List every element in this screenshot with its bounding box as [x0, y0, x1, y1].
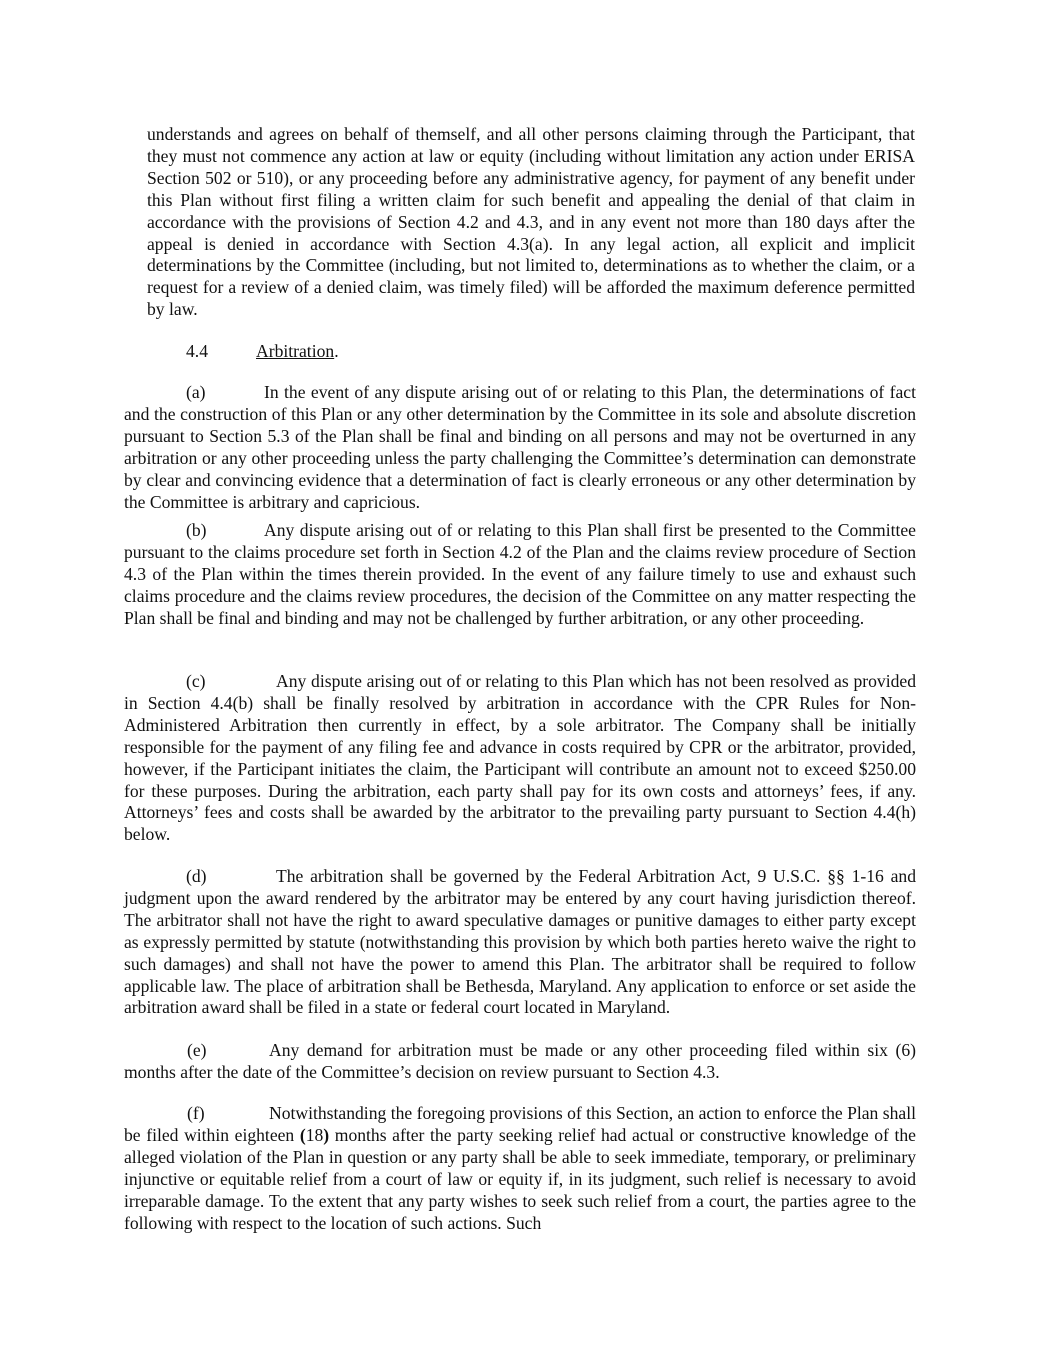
paragraph-text: In the event of any dispute arising out of or relating to this Plan, the determinations of fact and the construction of this Plan or any other determination by the Committee in its sole and absolute discretion pursuant to Section 5.3 of the Plan shall be final and binding on all persons and may not be overturned in any arbitration or any other proceeding unless the party challenging the Committee’s determination can demonstrate by clear and convincing evidence that a determination of fact is clearly erroneous or any other determination by the Committee is arbitrary and capricious. — [124, 382, 916, 512]
paragraph-label: (b) — [186, 520, 207, 540]
paragraph-e — [124, 1040, 916, 1084]
intro-text: understands and agrees on behalf of themself, and all other persons claiming through the Participant, that they must not commence any action at law or equity (including without limitation any action under ERISA Section 502 or 510), or any proceeding before any administrative agency, for payment of any benefit under this Plan without first filing a written claim for such benefit and appealing the denial of that claim in accordance with the provisions of Section 4.2 and 4.3, and in any event not more than 180 days after the appeal is denied in accordance with Section 4.3(a). In any legal action, all explicit and implicit determinations by the Committee (including, but not limited to, determinations as to whether the claim, or a request for a review of a denied claim, was timely filed) will be afforded the maximum deference permitted by law. — [147, 124, 915, 320]
paragraph-label: (c) — [186, 671, 206, 691]
paragraph-label: (d) — [186, 866, 207, 886]
paragraph-text: Any dispute arising out of or relating to this Plan which has not been resolved as provided in Section 4.4(b) shall be finally resolved by arbitration in accordance with the CPR Rules for Non-Administered Arbitration then currently in effect, by a sole arbitrator. The Company shall be initially responsible for the payment of any filing fee and advance in costs required by CPR or the arbitrator, provided, however, if the Participant initiates the claim, the Participant will contribute an amount not to exceed $250.00 for these purposes. During the arbitration, each party shall pay for its own costs and attorneys’ fees, if any. Attorneys’ fees and costs shall be awarded by the arbitrator to the prevailing party pursuant to Section 4.4(h) below. — [124, 671, 916, 845]
paragraph-c — [124, 671, 916, 846]
paragraph-a — [124, 382, 916, 513]
section-title-period: . — [334, 341, 339, 361]
section-title: Arbitration — [256, 341, 335, 361]
number-value: 18 — [305, 1124, 324, 1145]
paragraph-text-before: Notwithstanding the foregoing provisions of this Section, an action to enforce the Plan shall be filed within eighteen — [124, 1103, 916, 1145]
intro-paragraph — [147, 124, 915, 321]
paragraph-text-after: months after the party seeking relief had actual or constructive knowledge of the alleged violation of the Plan in question or any party shall be able to seek immediate, temporary, or preliminary injunctive or equitable relief from a court of law or equity if, in its judgment, such relief is necessary to avoid irreparable damage. To the extent that any party wishes to seek such relief from a court, the parties agree to the following with respect to the location of such actions. Such — [124, 1124, 916, 1233]
paragraph-b — [124, 520, 916, 630]
paragraph-label: (f) — [187, 1103, 205, 1123]
paragraph-f — [124, 1103, 916, 1234]
section-number: 4.4 — [186, 341, 208, 361]
paragraph-d — [124, 866, 916, 1019]
paragraph-label: (e) — [187, 1040, 207, 1060]
paragraph-label: (a) — [186, 382, 206, 402]
paren-close: ) — [323, 1124, 330, 1145]
paragraph-text: Any demand for arbitration must be made or any other proceeding filed within six (6) months after the date of the Committee’s decision on review pursuant to Section 4.3. — [124, 1040, 916, 1082]
paragraph-text: The arbitration shall be governed by the Federal Arbitration Act, 9 U.S.C. §§ 1-16 and judgment upon the award rendered by the arbitrator may be entered by any court having jurisdiction thereof. The arbitrator shall not have the right to award speculative damages or punitive damages to either party except as expressly permitted by statute (notwithstanding this provision by which both parties hereto waive the right to such damages) and shall not have the power to amend this Plan. The arbitrator shall be required to follow applicable law. The place of arbitration shall be Bethesda, Maryland. Any application to enforce or set aside the arbitration award shall be filed in a state or federal court located in Maryland. — [124, 866, 916, 1018]
paren-open: ( — [299, 1124, 306, 1145]
section-heading — [186, 341, 339, 363]
paragraph-text: Any dispute arising out of or relating to this Plan shall first be presented to the Committee pursuant to the claims procedure set forth in Section 4.2 of the Plan and the claims review procedure of Section 4.3 of the Plan within the times therein provided. In the event of any failure timely to use and exhaust such claims procedure and the claims review procedures, the decision of the Committee on any matter respecting the Plan shall be final and binding and may not be challenged by further arbitration, or any other proceeding. — [124, 520, 916, 628]
